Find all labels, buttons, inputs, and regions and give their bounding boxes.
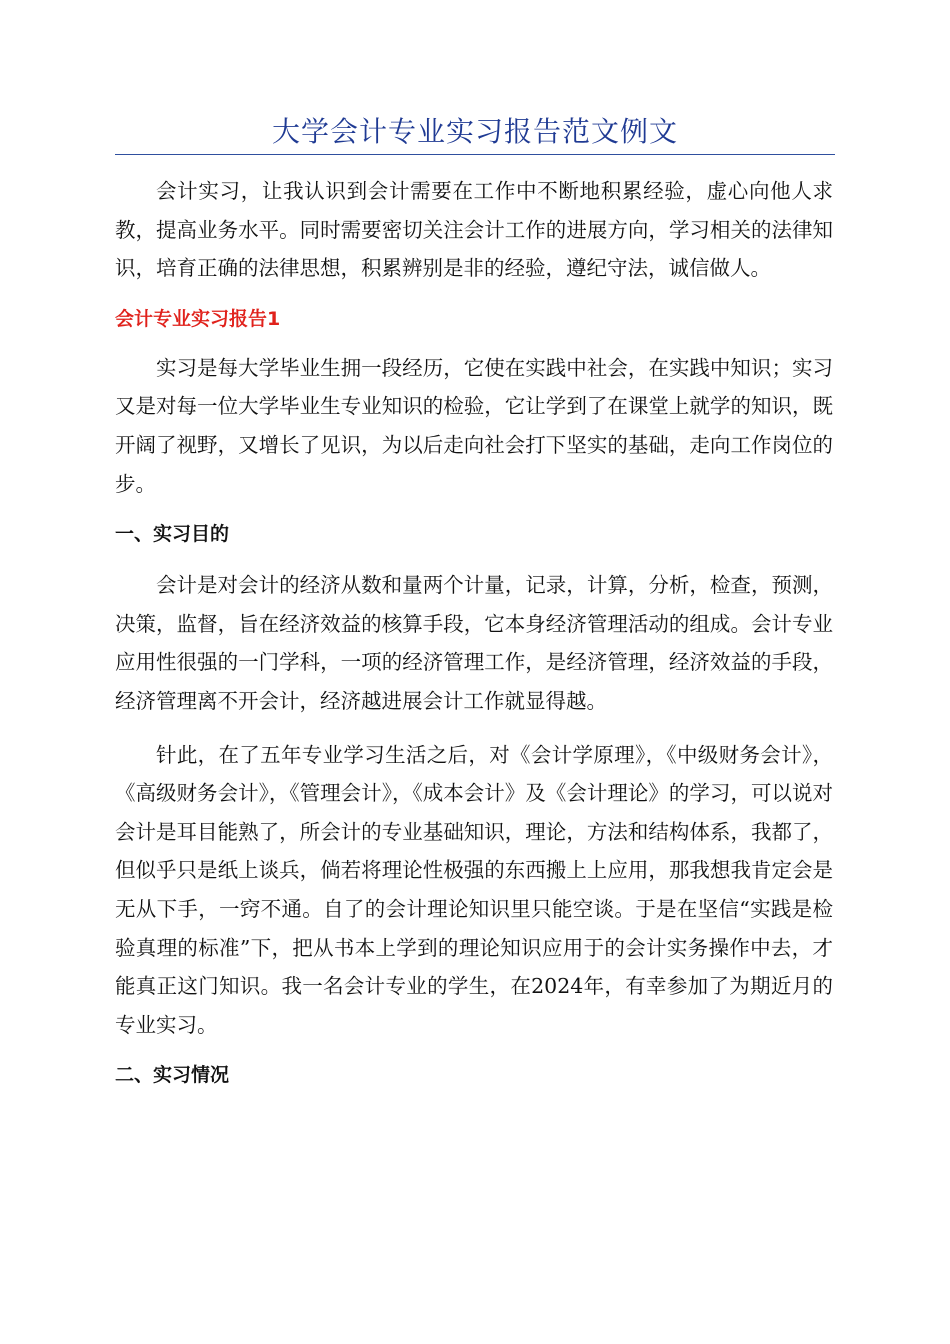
section-2-heading: 二、实习情况 (115, 1064, 230, 1087)
intro-paragraph: 会计实习，让我认识到会计需要在工作中不断地积累经验，虚心向他人求教，提高业务水平。同时需要密切关注会计工作的进展方向，学习相关的法律知识，培育正确的法律思想，积累辨别是非的经验，遵纪守法，诚信做人。 (115, 179, 833, 281)
report-heading: 会计专业实习报告1 (115, 307, 281, 330)
document-body (115, 172, 833, 1107)
report-intro-paragraph: 实习是每大学毕业生拥一段经历，它使在实践中社会，在实践中知识；实习又是对每一位大学毕业生专业知识的检验，它让学到了在课堂上就学的知识，既开阔了视野，又增长了见识，为以后走向社会打下坚实的基础，走向工作岗位的步。 (115, 355, 833, 496)
document-title: 大学会计专业实习报告范文例文 (271, 115, 678, 148)
section-1-heading: 一、实习目的 (115, 523, 230, 546)
title-underline (115, 154, 835, 155)
section-1-paragraph-1: 会计是对会计的经济从数和量两个计量，记录，计算，分析，检查，预测，决策，监督，旨在经济效益的核算手段，它本身经济管理活动的组成。会计专业应用性很强的一门学科，一项的经济管理工作，是经济管理，经济效益的手段，经济管理离不开会计，经济越进展会计工作就显得越。 (115, 573, 833, 713)
section-1-paragraph-2: 针此，在了五年专业学习生活之后，对《会计学原理》，《中级财务会计》，《高级财务会计》，《管理会计》，《成本会计》及《会计理论》的学习，可以说对会计是耳目能熟了，所会计的专业基础知识，理论，方法和结构体系，我都了，但似乎只是纸上谈兵，倘若将理论性极强的东西搬上上应用，那我想我肯定会是无从下手，一窍不通。自了的会计理论知识里只能空谈。于是在坚信“实践是检验真理的标准”下，把从书本上学到的理论知识应用于的会计实务操作中去，才能真正这门知识。我一名会计专业的学生，在2024年，有幸参加了为期近月的专业实习。 (115, 742, 833, 1037)
